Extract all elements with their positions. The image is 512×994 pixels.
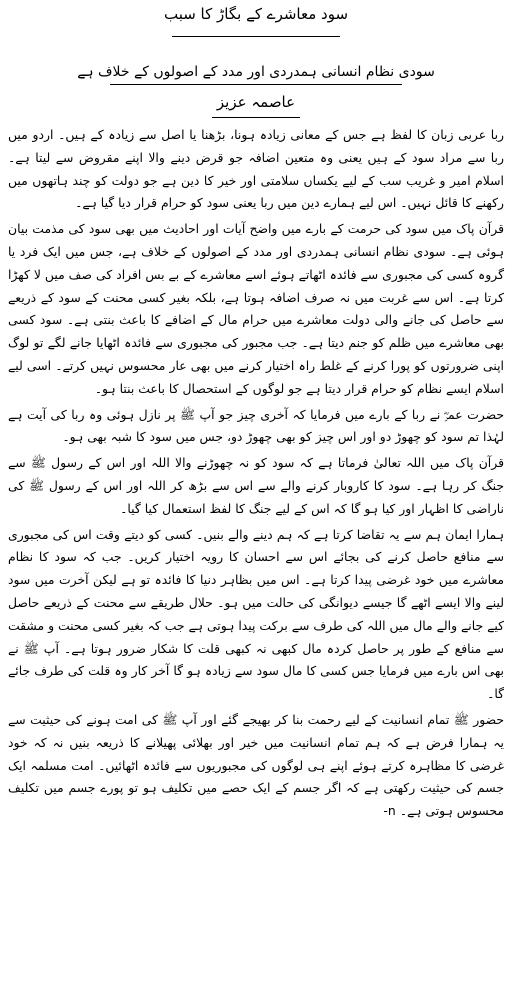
paragraph: قرآن پاک میں سود کی حرمت کے بارے میں واضح آیات اور احادیث میں بھی سود کی مذمت بیان ہوئی ہے۔ سودی نظام انسانی ہمدردی اور مدد کے اصولوں کے خلاف ہے، جس میں ایک فرد یا گروہ کسی کی مجبوری سے فائدہ اٹھاتے ہوئے اسے معاشرے کے بے بس افراد کی صف میں لا کھڑا کرتا ہے۔ اس سے غربت میں نہ صرف اضافہ ہوتا ہے، بلکہ بغیر کسی محنت کے سود کے ذریعے سے حاصل کی جانے والی دولت معاشرے میں حرام مال کے اضافے کا باعث بنتی ہے۔ سود کسی بھی معاشرے میں ظلم کو جنم دیتا ہے۔ جب مجبور کی مجبوری سے فائدہ اٹھایا جانے لگے تو لوگ اپنی ضرورتوں کو پورا کرنے کے غلط راہ اختیار کرنے میں بھی عار محسوس نہیں کرتے۔ اسی لیے اسلام ایسے نظام کو حرام قرار دیتا ہے جو لوگوں کے استحصال کا باعث بنتا ہو۔ bbox=[8, 221, 504, 396]
paragraph: ہمارا ایمان ہم سے یہ تقاضا کرتا ہے کہ ہم دینے والے بنیں۔ کسی کو دیتے وقت اس کی مجبوری سے منافع حاصل کرنے کی بجائے اس سے احسان کا رویہ اختیار کریں۔ جب کہ سود کا نظام معاشرے میں خود غرضی پیدا کرتا ہے۔ اس میں بظاہر دنیا کا فائدہ تو ہے لیکن آخرت میں سود لینے والا ایسے اٹھے گا جیسے دیوانگی کی حالت میں ہو۔ حلال طریقے سے محنت کے ذریعے حاصل کیے جانے والے مال میں اللہ کی طرف سے برکت پیدا ہوتی ہے جب کہ بغیر کسی محنت و مشقت سے منافع کے طور پر حاصل کردہ مال کبھی نہ کبھی قلت کا شکار ضرور ہوتا ہے۔ آپ ﷺ نے بھی اس بارے میں فرمایا جس کسی کا مال سود سے زیادہ ہو گا آخر کار وہ قلت کی طرف جائے گا۔ bbox=[8, 526, 504, 702]
article-body bbox=[8, 124, 504, 826]
paragraph: قرآن پاک میں اللہ تعالیٰ فرماتا ہے کہ سود کو نہ چھوڑنے والا اللہ اور اس کے رسول ﷺ سے جنگ کر رہا ہے۔ سود کا کاروبار کرنے والے سے اس سے بڑھ کر اللہ اور اس کے رسول ﷺ کی ناراضی کا اظہار اور کیا ہو گا کہ اس کے لیے جنگ کا لفظ استعمال کیا گیا۔ bbox=[8, 455, 504, 516]
paragraph: حضرت عمرؓ نے ربا کے بارے میں فرمایا کہ آخری چیز جو آپ ﷺ پر نازل ہوئی وہ ربا کی آیت ہے لہٰذا تم سود کو چھوڑ دو اور اس چیز کو بھی چھوڑ دو، جس میں سود کا شبہ بھی ہو۔ bbox=[8, 406, 504, 445]
title-underline bbox=[172, 36, 340, 37]
author-name: عاصمہ عزیز bbox=[216, 93, 296, 111]
subtitle-underline bbox=[110, 84, 402, 85]
paragraph: ربا عربی زبان کا لفظ ہے جس کے معانی زیادہ ہونا، بڑھنا یا اصل سے زیادہ کے ہیں۔ اردو میں ربا سے مراد سود کے ہیں یعنی وہ متعین اضافہ جو قرض دینے والا اپنے مقروض سے لیتا ہے۔ اسلام امیر و غریب سب کے لیے یکساں سلامتی اور خیر کا دین ہے جو دولت کو چند ہاتھوں میں رکھنے کا قائل نہیں۔ اس لیے ہمارے دین میں ربا یعنی سود کو حرام قرار دیا گیا ہے۔ bbox=[8, 127, 504, 211]
article-subtitle: سودی نظام انسانی ہمدردی اور مدد کے اصولوں کے خلاف ہے bbox=[77, 64, 435, 80]
paragraph: حضور ﷺ تمام انسانیت کے لیے رحمت بنا کر بھیجے گئے اور آپ ﷺ کی امت ہونے کی حیثیت سے یہ ہمارا فرض ہے کہ ہم تمام انسانیت میں خیر اور بھلائی پھیلانے کا ذریعہ بنیں نہ کہ خود غرضی کا مظاہرہ کرتے ہوئے اپنے ہی لوگوں کی مجبوریوں سے فائدہ اٹھائیں۔ امت مسلمہ ایک جسم کی حیثیت رکھتی ہے کہ اگر جسم کے ایک حصے میں تکلیف ہو تو پورے جسم میں تکلیف محسوس ہوتی ہے۔ n- bbox=[8, 711, 504, 819]
article-title: سود معاشرے کے بگاڑ کا سبب bbox=[163, 5, 349, 23]
author-underline bbox=[212, 117, 300, 118]
